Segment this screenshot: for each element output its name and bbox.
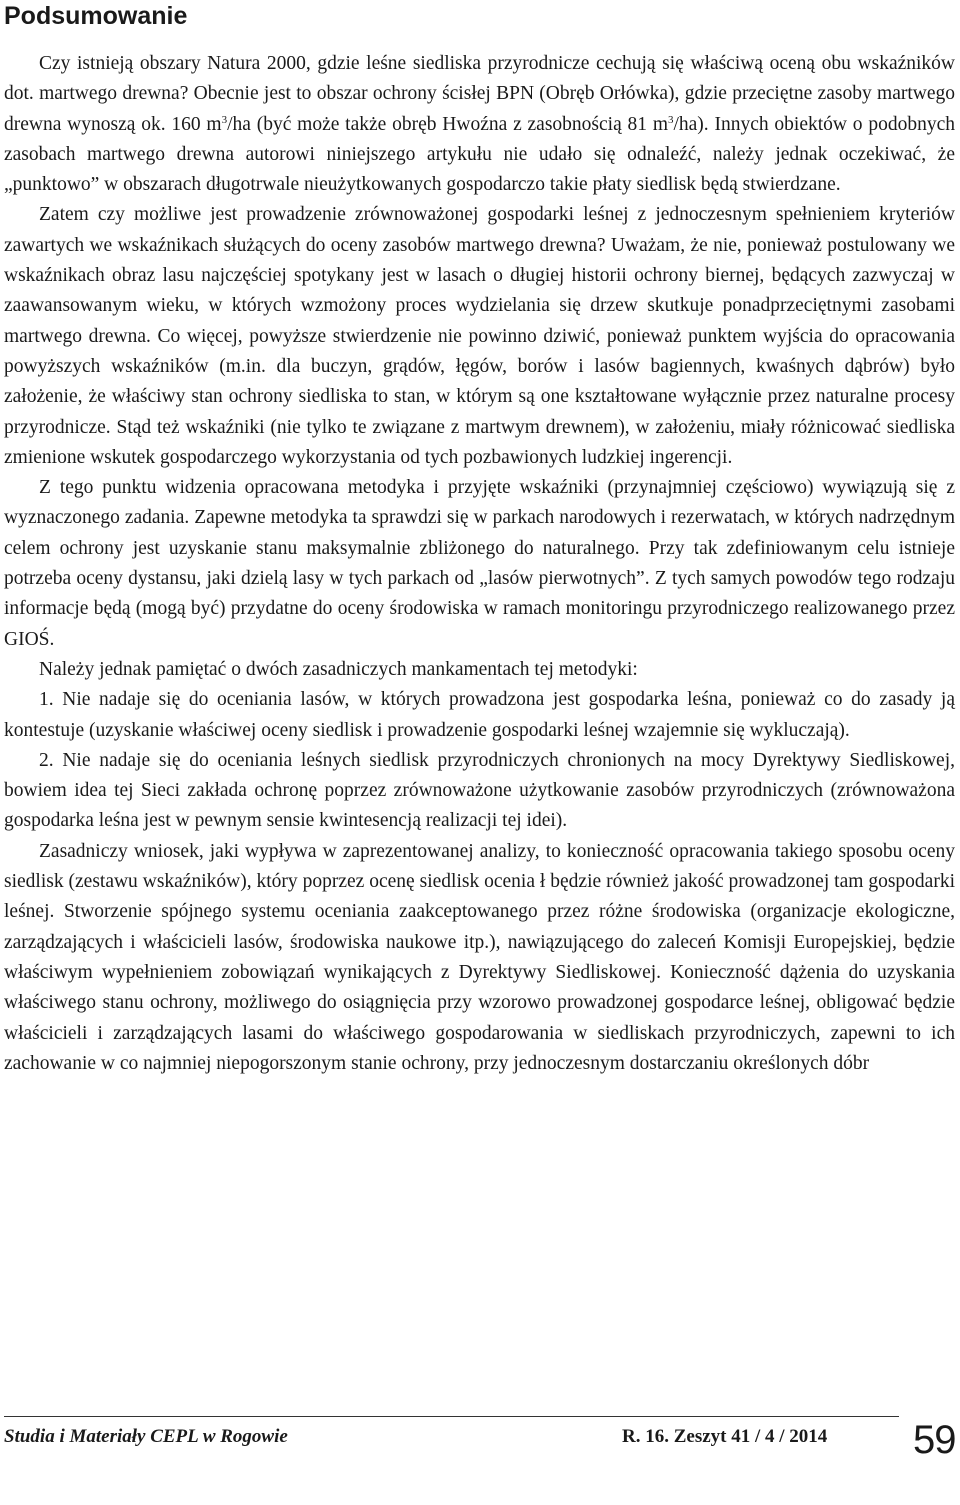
section-heading: Podsumowanie: [4, 2, 188, 30]
list-item: 1. Nie nadaje się do oceniania lasów, w których prowadzona jest gospodarka leśna, ponieważ co do zasady ją kontestuje (uzyskanie właściwej oceny siedlisk i prowadzenie gospodarki leśnej wzajemnie się wykluczają).: [4, 689, 955, 741]
paragraph: Należy jednak pamiętać o dwóch zasadniczych mankamentach tej metodyki:: [39, 658, 638, 680]
superscript: 3: [221, 113, 228, 126]
paragraph: Zatem czy możliwe jest prowadzenie zrównoważonej gospodarki leśnej z jednoczesnym spełnieniem kryteriów zawartych we wskaźnikach służących do oceny zasobów martwego drewna? Uważam, że nie, ponieważ postulowany we wskaźnikach obraz lasu najczęściej spotykany jest w lasach o długiej historii ochrony biernej, będących zazwyczaj w zaawansowanym wieku, w których wzmożony proces wydzielania się drzew skutkuje ponadprzeciętnymi zasobami martwego drewna. Co więcej, powyższe stwierdzenie nie powinno dziwić, ponieważ punktem wyjścia do opracowania powyższych wskaźników (m.in. dla buczyn, grądów, łęgów, borów i lasów bagiennych, kwaśnych dąbrów) było założenie, że właściwy stan ochrony siedliska to stan, w którym są one kształtowane wyłącznie przez naturalne procesy przyrodnicze. Stąd też wskaźniki (nie tylko te związane z martwym drewnem), w założeniu, miały różnicować siedliska zmienione wskutek gospodarczego wykorzystania od tych pozbawionych ludzkiej ingerencji.: [4, 204, 955, 468]
paragraph: Z tego punktu widzenia opracowana metodyka i przyjęte wskaźniki (przynajmniej częściowo) wywiązują się z wyznaczonego zadania. Zapewne metodyka ta sprawdzi się w parkach narodowych i rezerwatach, w których nadrzędnym celem ochrony jest uzyskanie stanu maksymalnie zbliżonego do naturalnego. Przy tak zdefiniowanym celu istnieje potrzeba oceny dystansu, jaki dzielą lasy w tych parkach od „lasów pierwotnych”. Z tych samych powodów tego rodzaju informacje będą (mogą być) przydatne do oceny środowiska w ramach monitoringu przyrodniczego realizowanego przez GIOŚ.: [4, 477, 955, 650]
text-run: Czy istnieją obszary Natura 2000, gdzie leśne siedliska przyrodnicze cechują się właściwą oceną obu wskaźników dot. martwego drewna? Obecnie jest to obszar ochrony ścisłej BPN (Obręb Orłówka), gdzie przeciętne zasoby martwego drewna wynoszą ok. 160 m: [4, 53, 955, 135]
footer-divider: [4, 1416, 899, 1417]
issue-info: R. 16. Zeszyt 41 / 4 / 2014: [622, 1426, 828, 1447]
paragraph: [4, 49, 955, 200]
paragraph: Zasadniczy wniosek, jaki wypływa w zaprezentowanej analizy, to konieczność opracowania takiego sposobu oceny siedlisk (zestawu wskaźników), który poprzez ocenę siedlisk ocenia ł będzie również jakość prowadzonej tam gospodarki leśnej. Stworzenie spójnego systemu oceniania zaakceptowanego przez różne środowiska (organizacje ekologiczne, zarządzających i właścicieli lasów, środowiska naukowe itp.), nawiązującego do zaleceń Komisji Europejskiej, będzie właściwym wypełnieniem zobowiązań wynikających z Dyrektywy Siedliskowej. Konieczność dążenia do uzyskania właściwego stanu ochrony, możliwego do osiągnięcia przy wzorowo prowadzonej gospodarce leśnej, obligować będzie właścicieli i zarządzających lasami do właściwego gospodarowania w siedliskach przyrodniczych, zapewni to ich zachowanie w co najmniej niepogorszonym stanie ochrony, przy jednoczesnym dostarczaniu określonych dóbr: [4, 840, 955, 1074]
page-number: 59: [913, 1418, 956, 1462]
text-run: /ha). Innych obiektów o podobnych zasobach martwego drewna autorowi niniejszego artykułu nie udało się odnaleźć, należy jednak oczekiwać, że „punktowo” w obszarach długotrwale nieużytkowanych gospodarczo takie płaty siedlisk będą stwierdzane.: [4, 113, 955, 196]
superscript: 3: [667, 113, 674, 126]
article-body: [4, 49, 955, 1079]
text-run: /ha (być może także obręb Hwoźna z zasobnością 81 m: [227, 113, 668, 135]
list-item: 2. Nie nadaje się do oceniania leśnych siedlisk przyrodniczych chronionych na mocy Dyrektywy Siedliskowej, bowiem idea tej Sieci zakłada ochronę poprzez zrównoważone użytkowanie zasobów przyrodniczych (zrównoważona gospodarka leśna jest w pewnym sensie kwintesencją realizacji tej idei).: [4, 749, 955, 832]
journal-name: Studia i Materiały CEPL w Rogowie: [4, 1426, 288, 1447]
